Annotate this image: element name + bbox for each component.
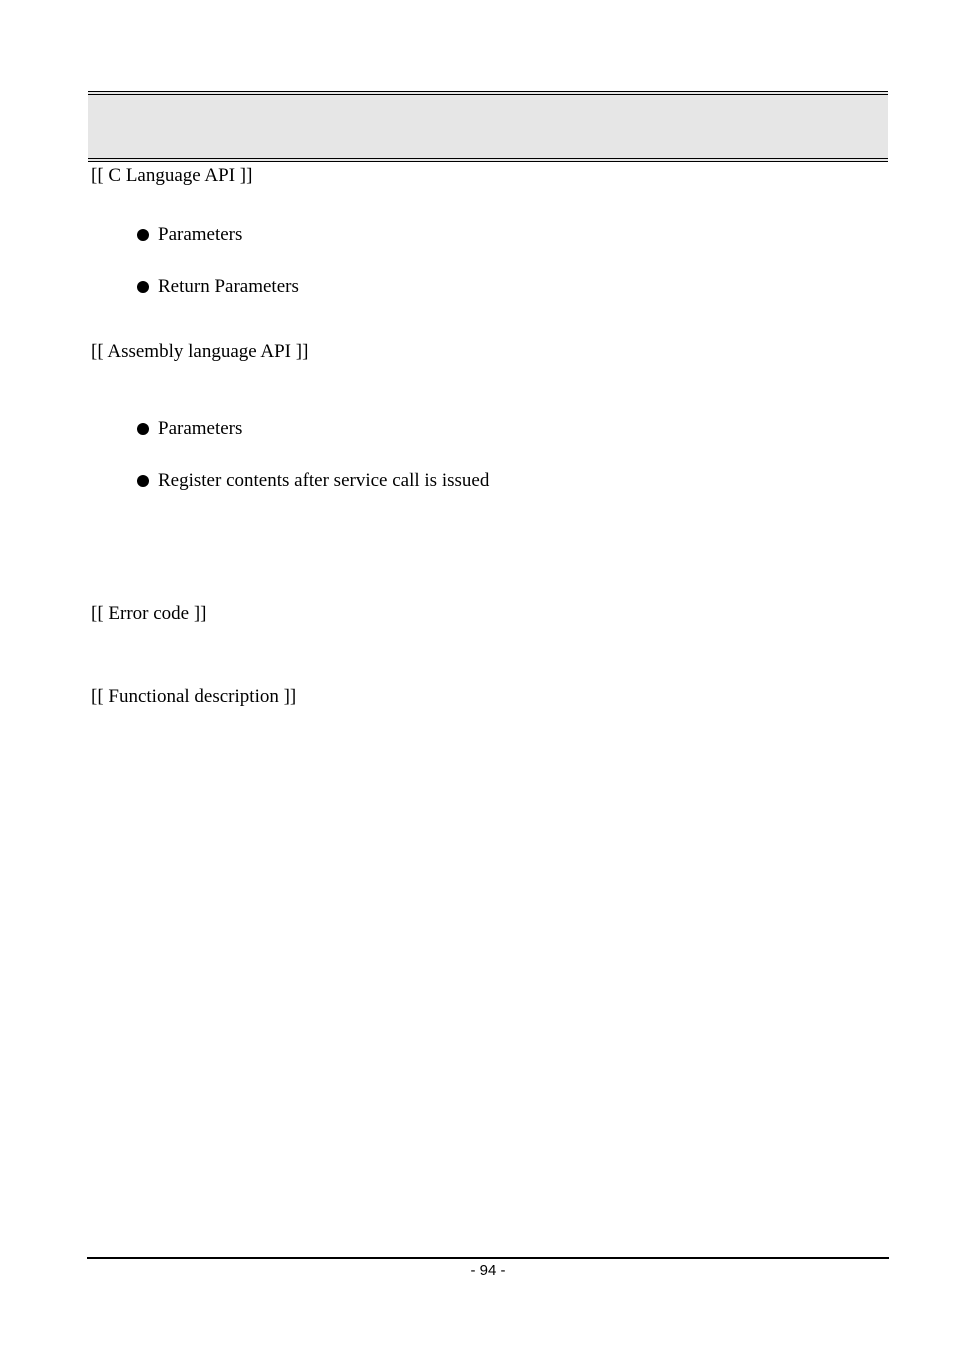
- error-code-heading: [[ Error code ]]: [91, 603, 207, 624]
- bullet-icon: [137, 475, 149, 487]
- asm-api-parameters-label: Parameters: [158, 418, 243, 439]
- asm-api-register-contents-item: [137, 470, 489, 492]
- asm-api-register-contents-label: Register contents after service call is issued: [158, 470, 490, 491]
- functional-description-heading: [[ Functional description ]]: [91, 686, 297, 707]
- bullet-icon: [137, 423, 149, 435]
- c-api-return-parameters-label: Return Parameters: [158, 276, 299, 297]
- assembly-language-api-heading: [[ Assembly language API ]]: [91, 341, 309, 362]
- bullet-icon: [137, 229, 149, 241]
- footer-rule: [87, 1257, 889, 1259]
- header-band: [88, 91, 888, 162]
- c-language-api-heading: [[ C Language API ]]: [91, 165, 253, 186]
- c-api-parameters-label: Parameters: [158, 224, 243, 245]
- c-api-return-parameters-item: [137, 276, 299, 298]
- bullet-icon: [137, 281, 149, 293]
- asm-api-parameters-item: [137, 418, 242, 440]
- page-number: - 94 -: [470, 1262, 506, 1279]
- c-api-parameters-item: [137, 224, 242, 246]
